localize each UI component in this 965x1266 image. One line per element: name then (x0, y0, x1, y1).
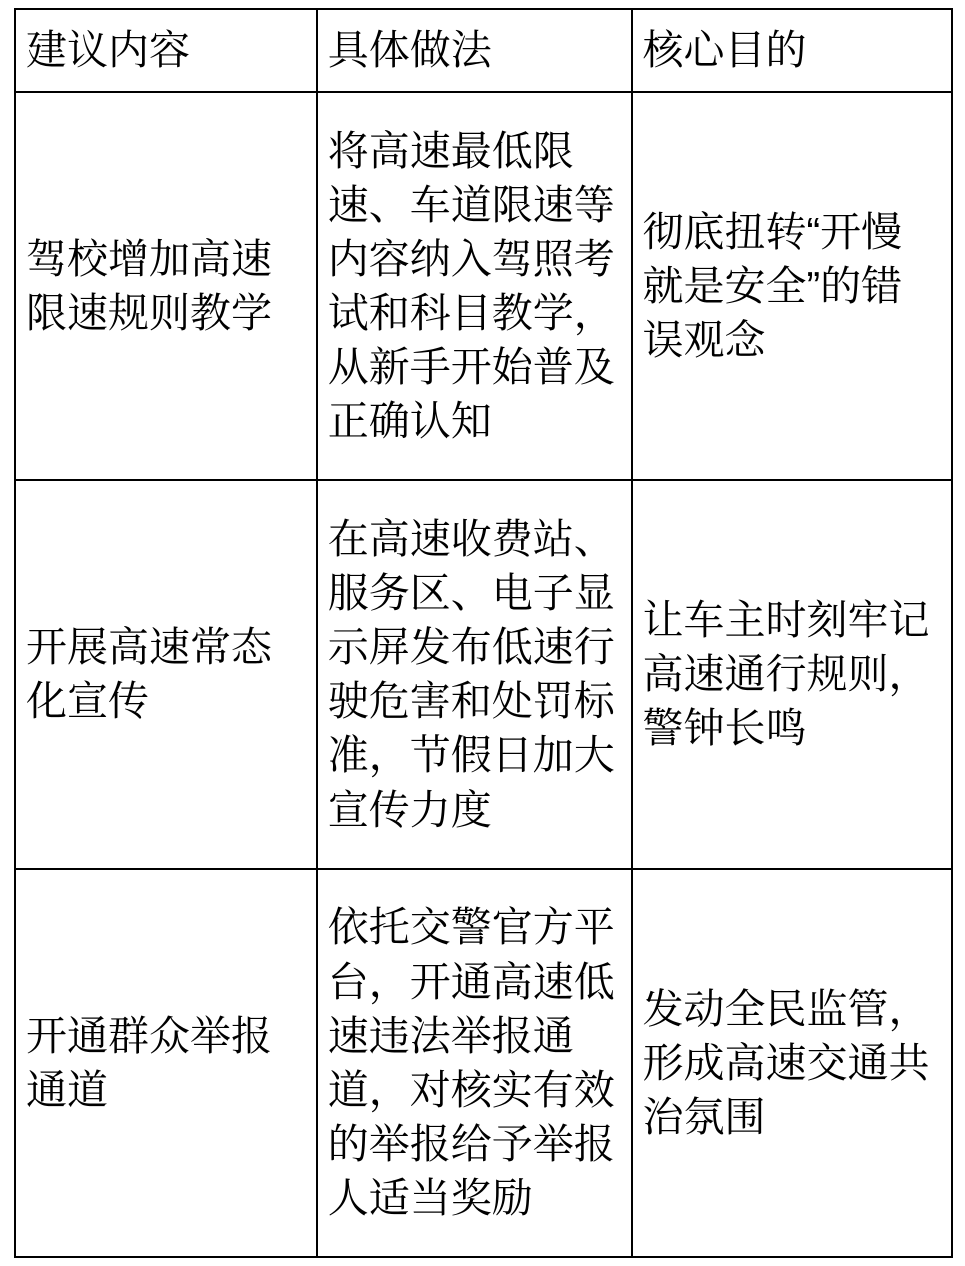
cell-purpose: 发动全民监管，形成高速交通共治氛围 (632, 869, 952, 1257)
cell-suggestion: 开通群众举报通道 (15, 869, 317, 1257)
suggestion-table (14, 8, 953, 1258)
table-row (15, 480, 952, 868)
cell-practice: 在高速收费站、服务区、电子显示屏发布低速行驶危害和处罚标准，节假日加大宣传力度 (317, 480, 632, 868)
cell-practice: 将高速最低限速、车道限速等内容纳入驾照考试和科目教学，从新手开始普及正确认知 (317, 92, 632, 480)
cell-suggestion: 驾校增加高速限速规则教学 (15, 92, 317, 480)
cell-practice: 依托交警官方平台，开通高速低速违法举报通道，对核实有效的举报给予举报人适当奖励 (317, 869, 632, 1257)
cell-suggestion: 开展高速常态化宣传 (15, 480, 317, 868)
table-row (15, 869, 952, 1257)
cell-purpose: 彻底扭转“开慢就是安全”的错误观念 (632, 92, 952, 480)
table-row (15, 92, 952, 480)
column-header-suggestion: 建议内容 (15, 9, 317, 92)
cell-purpose: 让车主时刻牢记高速通行规则，警钟长鸣 (632, 480, 952, 868)
column-header-purpose: 核心目的 (632, 9, 952, 92)
column-header-practice: 具体做法 (317, 9, 632, 92)
table-header-row (15, 9, 952, 92)
